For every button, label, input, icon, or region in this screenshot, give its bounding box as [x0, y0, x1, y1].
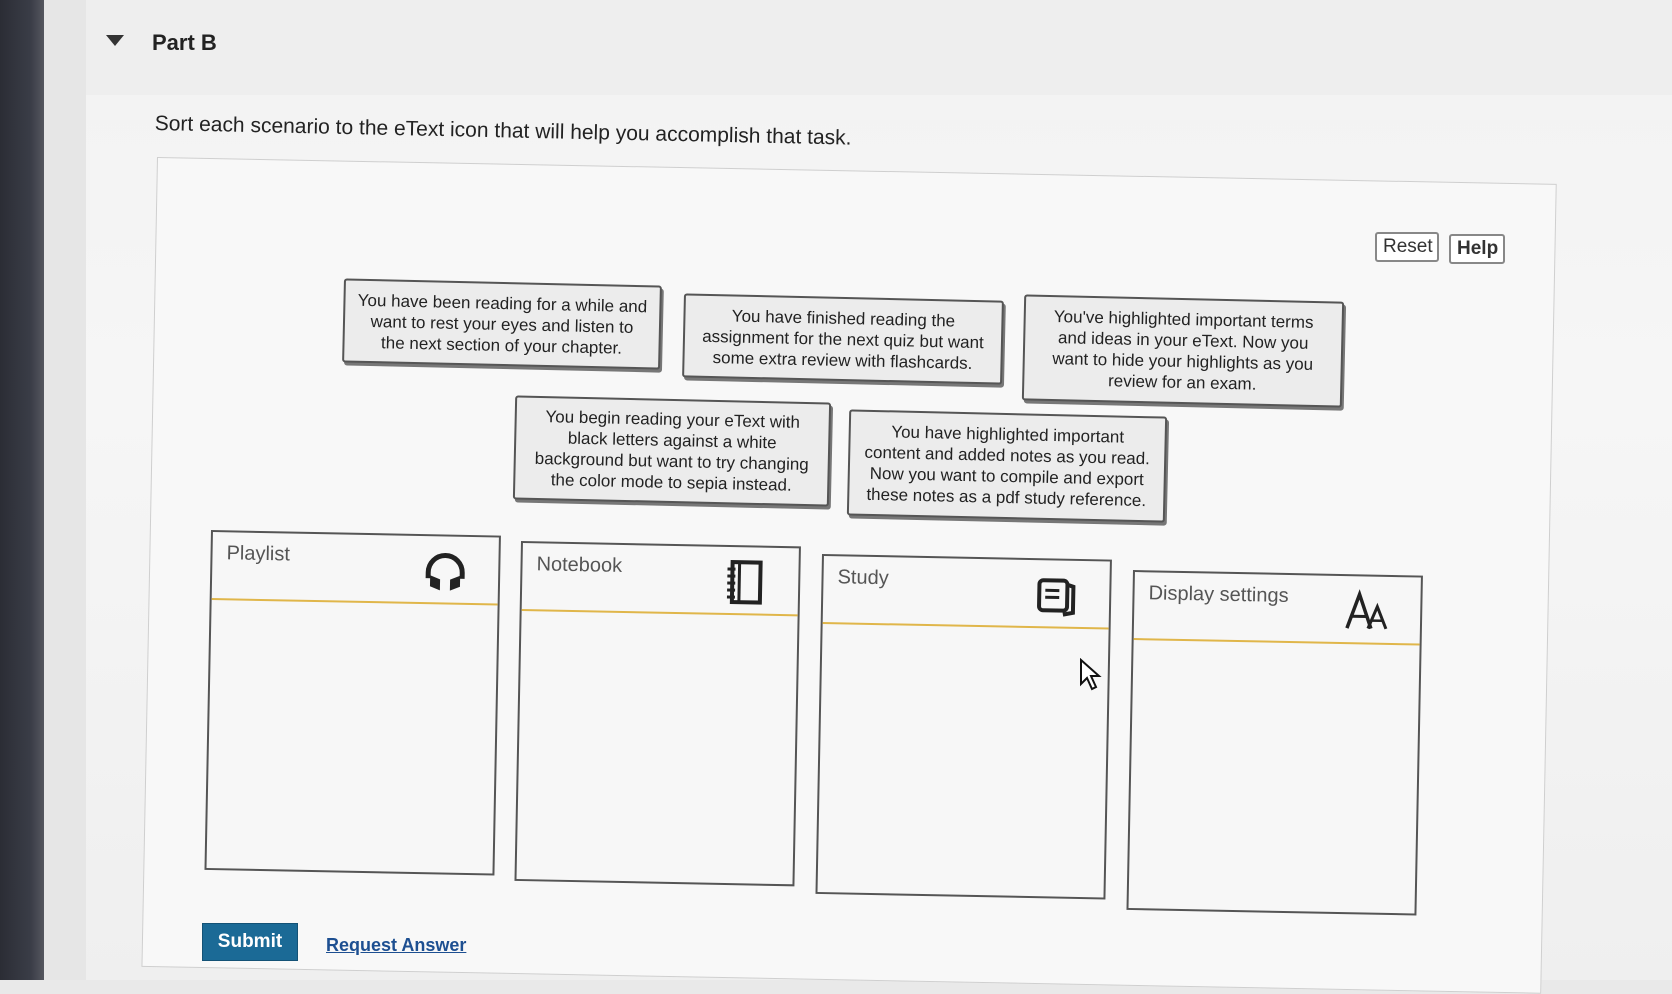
card-text-line: these notes as a pdf study reference. [863, 484, 1149, 511]
card-text-line: and ideas in your eText. Now you [1053, 327, 1314, 354]
monitor-bezel [0, 0, 44, 980]
notebook-icon [722, 559, 769, 606]
collapse-caret-icon[interactable] [106, 35, 124, 46]
card-text-line: You have finished reading the [702, 304, 984, 331]
bin-label: Study [837, 566, 889, 590]
mouse-cursor-icon [1078, 658, 1106, 692]
card-text-line: assignment for the next quiz but want [702, 325, 984, 352]
scenario-card[interactable] [1022, 294, 1344, 407]
bin-study[interactable] [815, 554, 1111, 900]
bin-label: Playlist [226, 542, 290, 566]
bin-notebook[interactable] [514, 541, 800, 886]
card-text-line: want to rest your eyes and listen to [357, 310, 647, 338]
bin-header [522, 543, 799, 616]
headphones-icon [422, 548, 469, 595]
reset-button[interactable]: Reset [1375, 232, 1439, 262]
bin-label: Notebook [536, 553, 622, 578]
card-text-line: You've highlighted important terms [1053, 306, 1314, 333]
part-header[interactable] [86, 0, 1672, 95]
bin-header [212, 532, 499, 605]
font-settings-icon [1344, 588, 1391, 635]
scenario-card[interactable] [847, 409, 1167, 522]
card-text-line: You begin reading your eText with [535, 406, 809, 433]
scenario-card[interactable] [342, 278, 662, 369]
card-text-line: You have been reading for a while and [357, 289, 647, 317]
card-text-line: the next section of your chapter. [357, 331, 647, 359]
card-text-line: review for an exam. [1052, 369, 1313, 396]
scenario-card[interactable] [682, 293, 1004, 384]
instructions-text: Sort each scenario to the eText icon that will help you accomplish that task. [154, 112, 851, 151]
card-text-line: content and added notes as you read. [864, 442, 1150, 469]
scenario-card[interactable] [513, 395, 831, 506]
part-title: Part B [152, 30, 217, 56]
card-text-line: background but want to try changing [535, 448, 809, 475]
card-text-line: some extra review with flashcards. [702, 346, 984, 373]
card-text-line: the color mode to sepia instead. [534, 469, 808, 496]
help-button[interactable]: Help [1449, 234, 1505, 264]
request-answer-link[interactable]: Request Answer [326, 935, 466, 956]
card-text-line: black letters against a white [535, 427, 809, 454]
bin-header [823, 556, 1110, 629]
submit-button[interactable]: Submit [202, 923, 298, 961]
bin-header [1134, 572, 1421, 645]
card-text-line: You have highlighted important [865, 421, 1151, 448]
study-icon [1033, 572, 1080, 619]
bin-display-settings[interactable] [1126, 570, 1422, 916]
card-text-line: want to hide your highlights as you [1052, 348, 1313, 375]
bin-playlist[interactable] [204, 530, 500, 876]
card-text-line: Now you want to compile and export [864, 463, 1150, 490]
bin-label: Display settings [1148, 582, 1288, 608]
